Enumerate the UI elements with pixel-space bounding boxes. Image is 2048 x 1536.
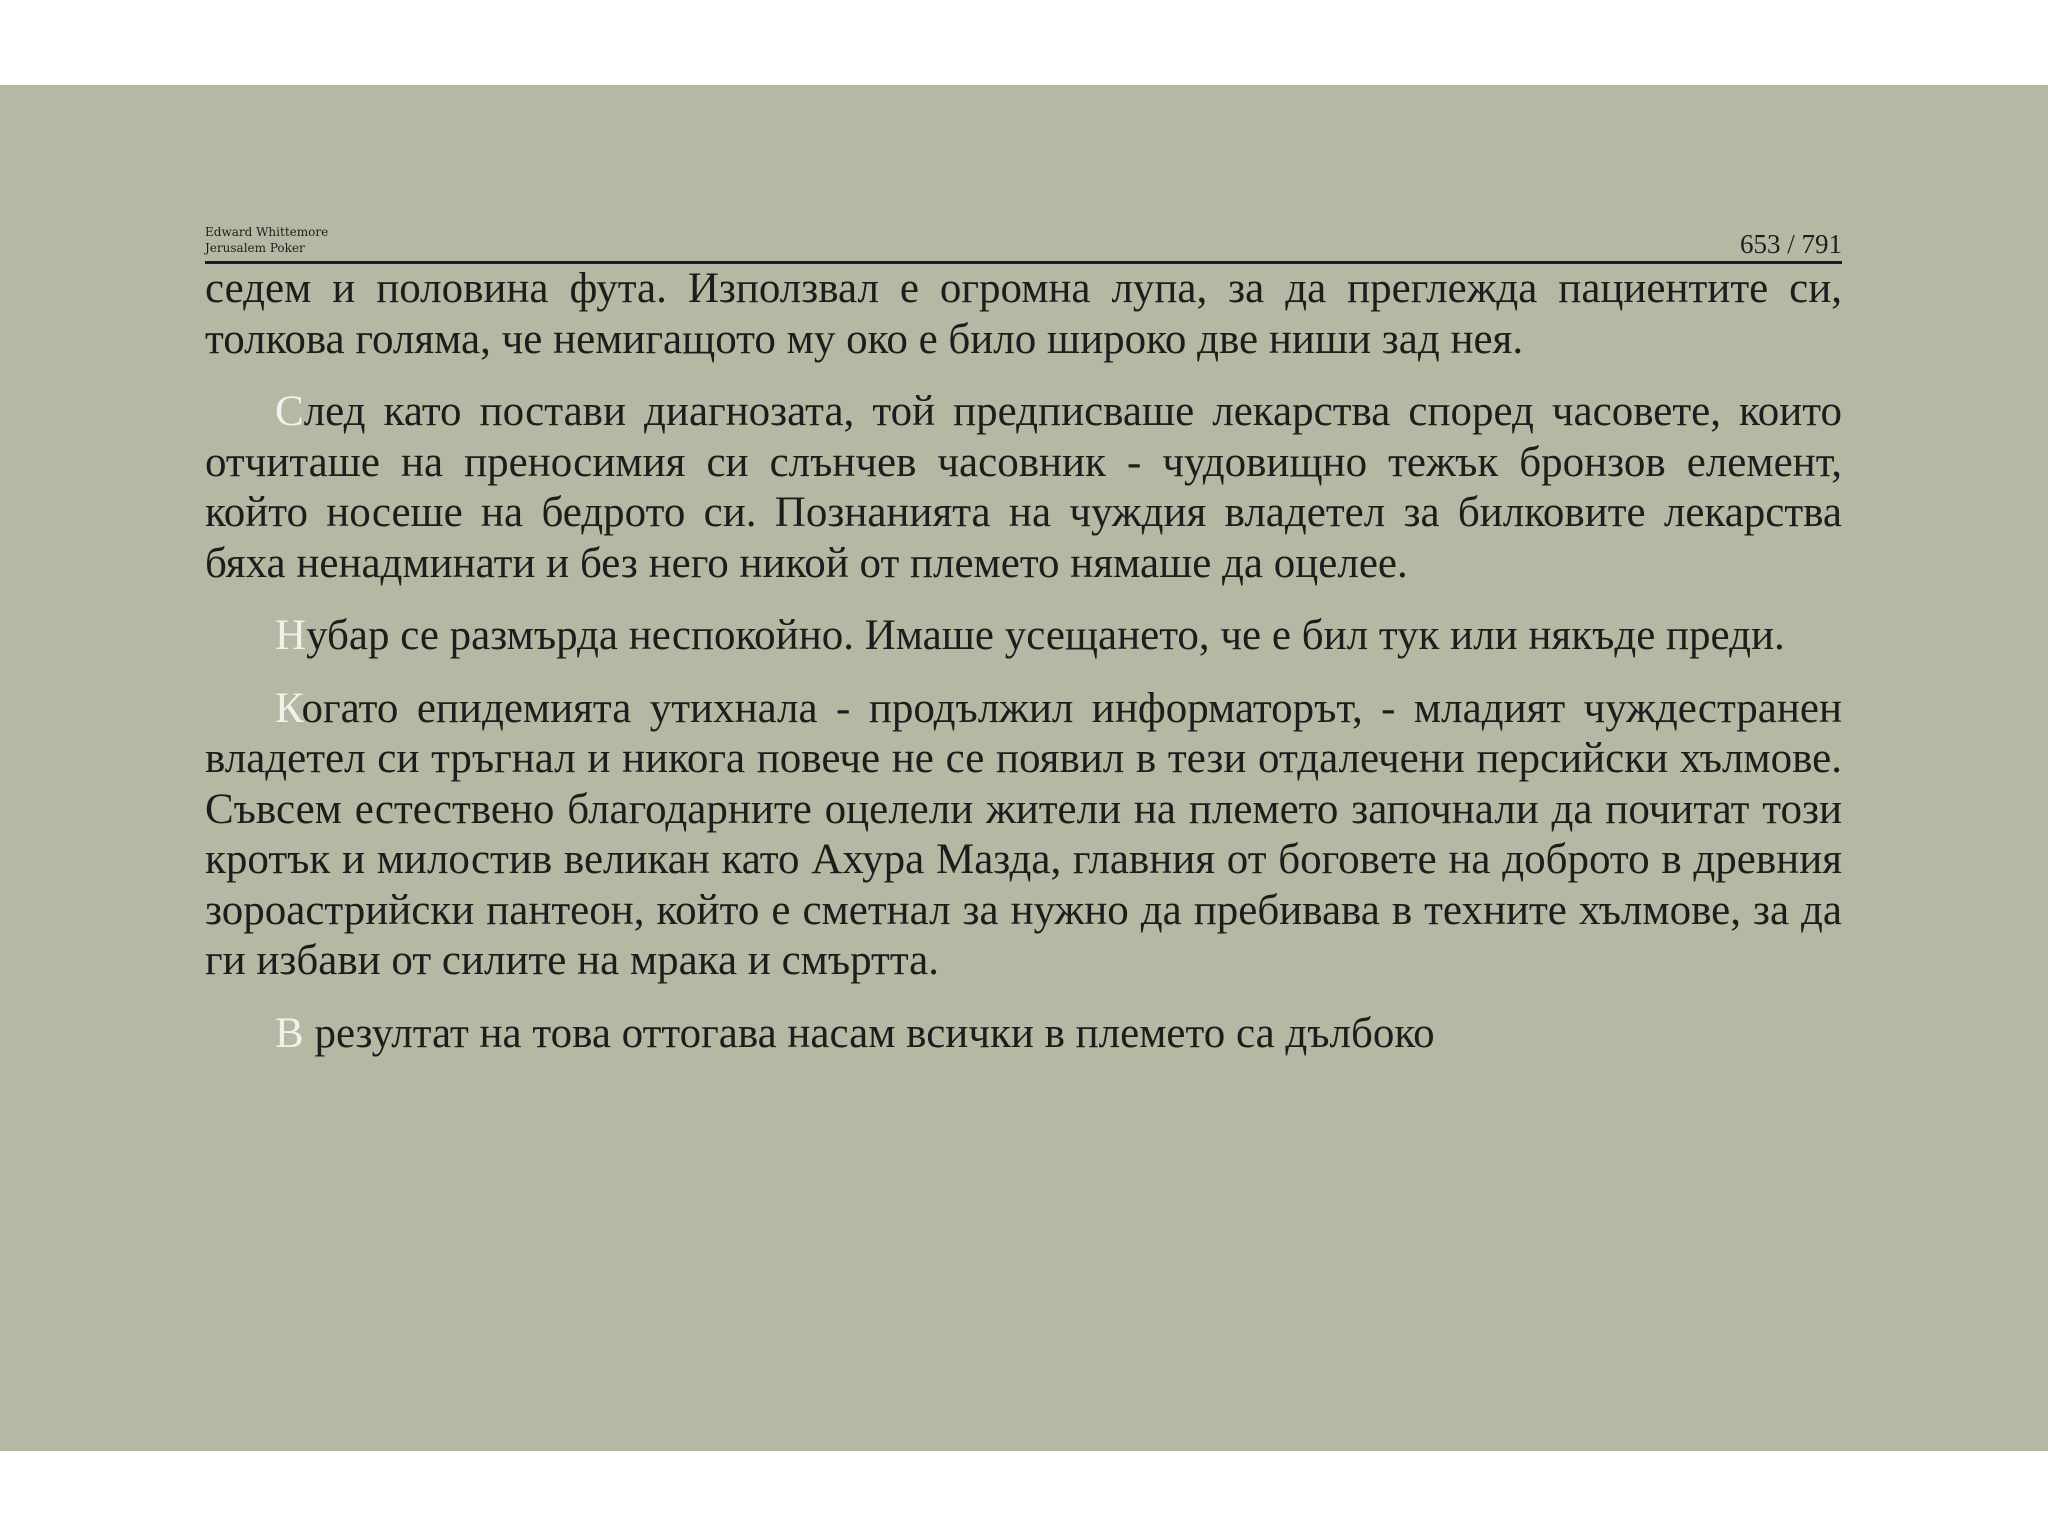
drop-cap: К <box>275 684 302 732</box>
author-name: Edward Whittemore <box>205 225 329 239</box>
drop-cap: В <box>275 1009 304 1057</box>
paragraph <box>205 264 1842 365</box>
running-head <box>205 224 328 256</box>
paragraph <box>205 1009 1842 1060</box>
page-counter: 653 / 791 <box>1739 229 1842 259</box>
paragraph <box>205 387 1842 589</box>
drop-cap: Н <box>275 612 307 659</box>
book-title: Jerusalem Poker <box>205 241 305 255</box>
paragraph-text: огато епидемията утихнала - продължил информаторът, - младият чуждестранен владетел си тръгнал и никога повече не се появил в тези отдалечени персийски хълмове. Съвсем естествено благодарните оцелели жители на племето започнали да почитат този кротък и милостив великан като Ахура Мазда, главния от боговете на доброто в древния зороастрийски пантеон, който е сметнал за нужно да пребивава в техните хълмове, за да ги избави от силите на мрака и смъртта. <box>205 684 1842 984</box>
page-body <box>205 264 1842 1081</box>
paragraph <box>205 684 1842 987</box>
drop-cap: С <box>275 388 304 435</box>
paragraph-text: резултат на това оттогава насам всички в племето са дълбоко <box>303 1009 1435 1057</box>
paragraph-text: убар се размърда неспокойно. Имаше усещането, че е бил тук или някъде преди. <box>306 612 1785 659</box>
paragraph-text: лед като постави диагнозата, той предписваше лекарства според часовете, които отчиташе на преносимия си слънчев часовник - чудовищно тежък бронзов елемент, който носеше на бедрото си. Познанията на чуждия владетел за билковите лекарства бяха ненадминати и без него никой от племето нямаше да оцелее. <box>205 388 1842 587</box>
paragraph <box>205 611 1842 662</box>
page-header <box>205 137 1842 264</box>
paragraph-text: седем и половина фута. Използвал е огромна лупа, за да преглежда пациентите си, толкова голяма, че немигащото му око е било широко две ниши зад нея. <box>205 265 1842 363</box>
